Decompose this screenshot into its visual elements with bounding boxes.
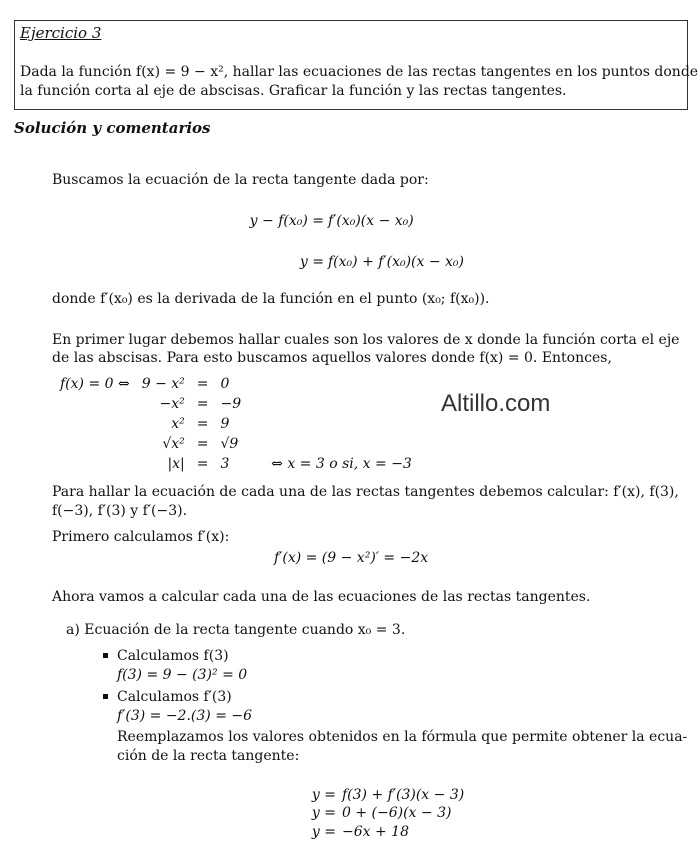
solve-step-a [54,414,136,434]
paragraph: Ahora vamos a calcular cada una de las ecuaciones de las rectas tangentes. [52,589,591,605]
solve-step-x: ⇔ x = 3 o si, x = −3 [271,456,412,472]
solve-step-l: |x| [167,456,185,472]
equation-lhs: y = [299,254,324,270]
solve-step-row [54,414,418,434]
paragraph: de las abscisas. Para esto buscamos aquellos valores donde f(x) = 0. Entonces, [52,350,612,366]
solve-step-row [54,374,418,394]
paragraph: Para hallar la ecuación de cada una de las rectas tangentes debemos calcular: f′(x), f(3), [52,484,679,500]
solve-step-a [54,434,136,454]
solve-step-e: = [196,416,209,432]
derivative-equation: f′(x) = (9 − x²)′ = −2x [274,550,429,566]
paragraph: f(−3), f′(3) y f′(−3). [52,503,188,519]
equation-rhs: f(3) + f′(3)(x − 3) [342,787,465,803]
solve-step-l: √x² [162,436,185,452]
solve-step-x [247,434,418,454]
solve-step-e: = [196,436,209,452]
equation-rhs: 0 + (−6)(x − 3) [342,805,452,821]
solve-step-l: x² [171,416,185,432]
paragraph: Buscamos la ecuación de la recta tangente dada por: [52,172,429,188]
equation-rhs: −6x + 18 [342,824,409,840]
solve-step-r: −9 [220,396,242,412]
calculation: f′(3) = −2.(3) = −6 [117,708,253,724]
solve-step-row [54,434,418,454]
solve-step-e: = [196,456,209,472]
watermark: Altillo.com [441,390,551,417]
bullet-icon [103,694,108,699]
solve-step-e: = [196,396,209,412]
solve-step-x [247,374,418,394]
equation-lhs: y = [311,805,336,821]
paragraph: En primer lugar debemos hallar cuales son los valores de x donde la función corta el eje [52,332,680,348]
paragraph: donde f′(x₀) es la derivada de la función en el punto (x₀; f(x₀)). [52,291,490,307]
solve-step-e: = [196,376,209,392]
list-item: Calculamos f(3) [117,648,229,664]
paragraph: Reemplazamos los valores obtenidos en la fórmula que permite obtener la ecua- [117,729,688,745]
paragraph: Primero calculamos f′(x): [52,529,230,545]
solve-step-r: 3 [220,456,230,472]
solve-step-r: 9 [220,416,230,432]
paragraph: ción de la recta tangente: [117,748,300,764]
solve-step-row [54,454,418,474]
exercise-text: la función corta al eje de abscisas. Graficar la función y las rectas tangentes. [20,83,567,99]
list-item-a: a) Ecuación de la recta tangente cuando x₀ = 3. [66,622,406,638]
equation-lhs: y = [311,787,336,803]
list-item: Calculamos f′(3) [117,689,232,705]
calculation: f(3) = 9 − (3)² = 0 [117,667,248,683]
exercise-title: Ejercicio 3 [20,24,102,42]
solve-step-a [54,454,136,474]
solve-step-x [247,414,418,434]
solve-step-l: 9 − x² [141,376,185,392]
solve-step-r: √9 [220,436,239,452]
solve-steps [54,374,418,474]
exercise-text: Dada la función f(x) = 9 − x², hallar las ecuaciones de las rectas tangentes en los puntos donde [20,64,699,80]
equation-rhs: f′(x₀)(x − x₀) [328,213,414,229]
solve-step-a: f(x) = 0 ⇔ [60,376,130,392]
solve-step-row [54,394,418,414]
bullet-icon [103,653,108,658]
solution-heading: Solución y comentarios [14,119,211,137]
solve-step-l: −x² [159,396,185,412]
equation-lhs: y = [311,824,336,840]
equation-lhs: y − f(x₀) = [249,213,324,229]
equation-rhs: f(x₀) + f′(x₀)(x − x₀) [328,254,464,270]
solve-step-x [247,394,418,414]
solve-step-a [54,394,136,414]
solve-step-r: 0 [220,376,230,392]
